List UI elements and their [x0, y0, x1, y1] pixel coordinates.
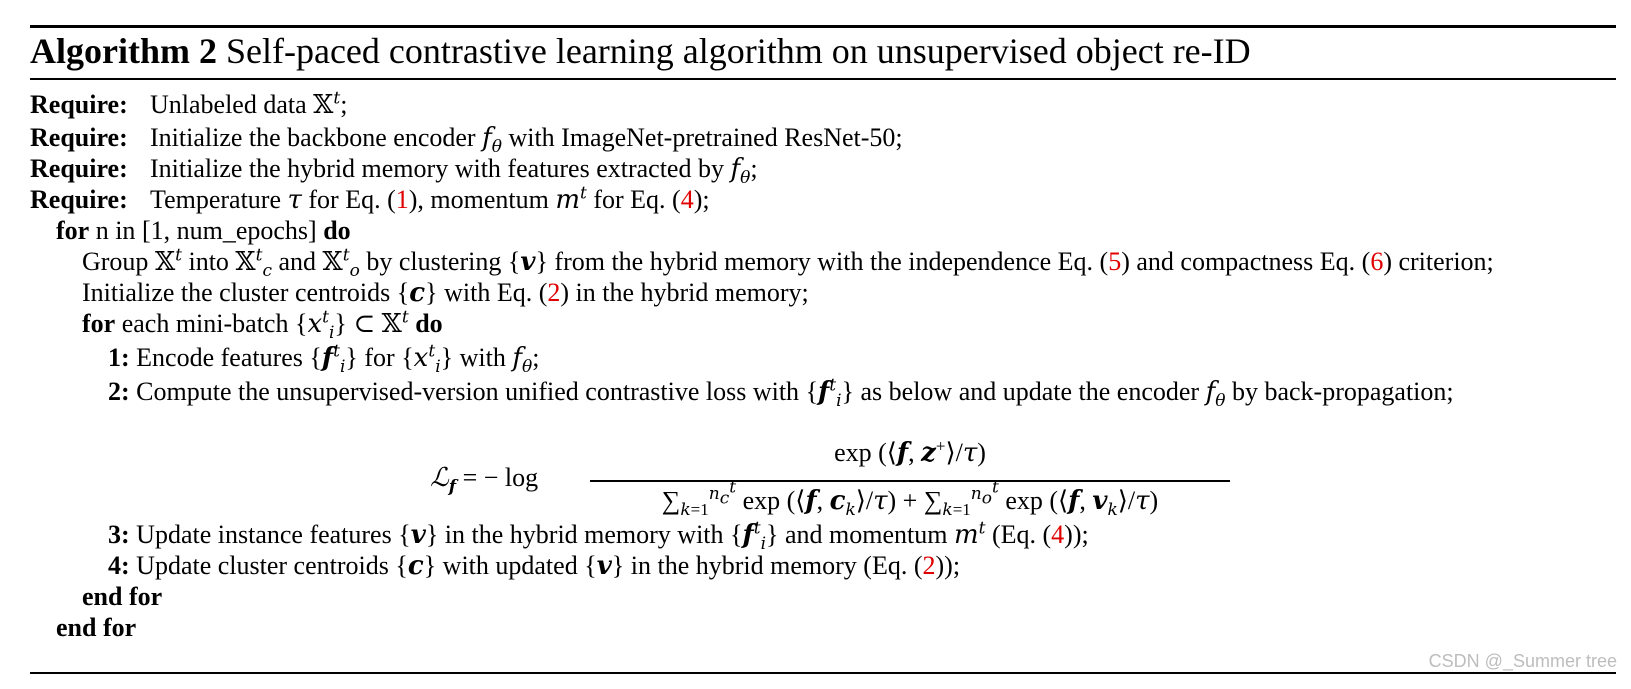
equation-reference[interactable]: 2: [922, 551, 936, 580]
loss-equation: [430, 438, 1250, 528]
step-1-line: 1: Encode features $\{f^t_i\}$ for $\{x^t_i\}$ with $f_\theta$;: [108, 341, 540, 378]
inner-end-for: end for: [82, 582, 163, 611]
require-line-2: Require: Initialize the backbone encoder $f_\theta$ with ImageNet-pretrained ResNet-50;: [30, 123, 903, 158]
algorithm-title-text: Self-paced contrastive learning algorithm on unsupervised object re-ID: [225, 31, 1251, 71]
equation-numerator: exp (⟨f, z+⟩/τ): [834, 436, 986, 468]
equation-denominator: $\sum_{k=1}^{n_c^t}$ exp (⟨f, $c_k⟩/\tau) + \sum_{k=1}^{n_o^t}$ exp (⟨f, $v_k⟩/\tau$): [661, 477, 1159, 521]
equation-reference[interactable]: 4: [1051, 520, 1065, 549]
watermark: CSDN @_Summer tree: [1428, 651, 1617, 671]
step-number: 3:: [108, 520, 130, 549]
require-keyword: Require:: [30, 154, 128, 183]
require-line-4: Require: Temperature τ for Eq. (1), momentum $m^t$ for Eq. (4);: [30, 183, 710, 215]
for-keyword: for: [56, 216, 90, 245]
outer-end-for: end for: [56, 613, 137, 642]
title-rule: [30, 78, 1616, 80]
require-keyword: Require:: [30, 185, 128, 214]
equation-reference[interactable]: 5: [1108, 247, 1122, 276]
require-keyword: Require:: [30, 90, 128, 119]
equation-reference[interactable]: 6: [1370, 247, 1384, 276]
require-line-3: Require: Initialize the hybrid memory with features extracted by $f_\theta$;: [30, 154, 758, 189]
step-number: 1:: [108, 343, 130, 372]
init-centroids-line: Initialize the cluster centroids {c} with Eq. (2) in the hybrid memory;: [82, 278, 809, 308]
step-number: 2:: [108, 377, 130, 406]
require-line-1: Require: Unlabeled data 𝕏$^t$;: [30, 88, 348, 120]
do-keyword: do: [415, 309, 443, 338]
require-keyword: Require:: [30, 123, 128, 152]
algorithm-title: [30, 30, 1251, 72]
fraction-bar: [590, 480, 1230, 482]
equation-reference[interactable]: 4: [680, 185, 694, 214]
bottom-rule: [30, 672, 1616, 674]
step-3-line: 3: Update instance features {v} in the hybrid memory with $\{f^t_i\}$ and momentum $m^t$ (Eq. (4));: [108, 518, 1089, 555]
step-2-line: 2: Compute the unsupervised-version unified contrastive loss with $\{f^t_i\}$ as below and update the encoder $f_\theta$ by back-propagation;: [108, 375, 1454, 412]
equation-reference[interactable]: 2: [547, 278, 561, 307]
top-rule: [30, 25, 1616, 28]
algorithm-label: Algorithm 2: [30, 31, 217, 71]
group-line: Group 𝕏$^t$ into 𝕏$^t_c$ and 𝕏$^t_o$ by clustering {v} from the hybrid memory with the independence Eq. (5) and compactness Eq. (6) criterion;: [82, 245, 1494, 282]
outer-for-line: for n in [1, num_epochs] do: [56, 216, 351, 245]
step-number: 4:: [108, 551, 130, 580]
for-keyword: for: [82, 309, 116, 338]
step-4-line: 4: Update cluster centroids {c} with updated {v} in the hybrid memory (Eq. (2));: [108, 551, 961, 581]
inner-for-line: for each mini-batch $\{x^t_i\}$ ⊂ 𝕏$^t$ do: [82, 307, 443, 344]
do-keyword: do: [323, 216, 351, 245]
equation-lhs: ℒ$_f$ = − log: [430, 463, 539, 498]
equation-reference[interactable]: 1: [395, 185, 409, 214]
